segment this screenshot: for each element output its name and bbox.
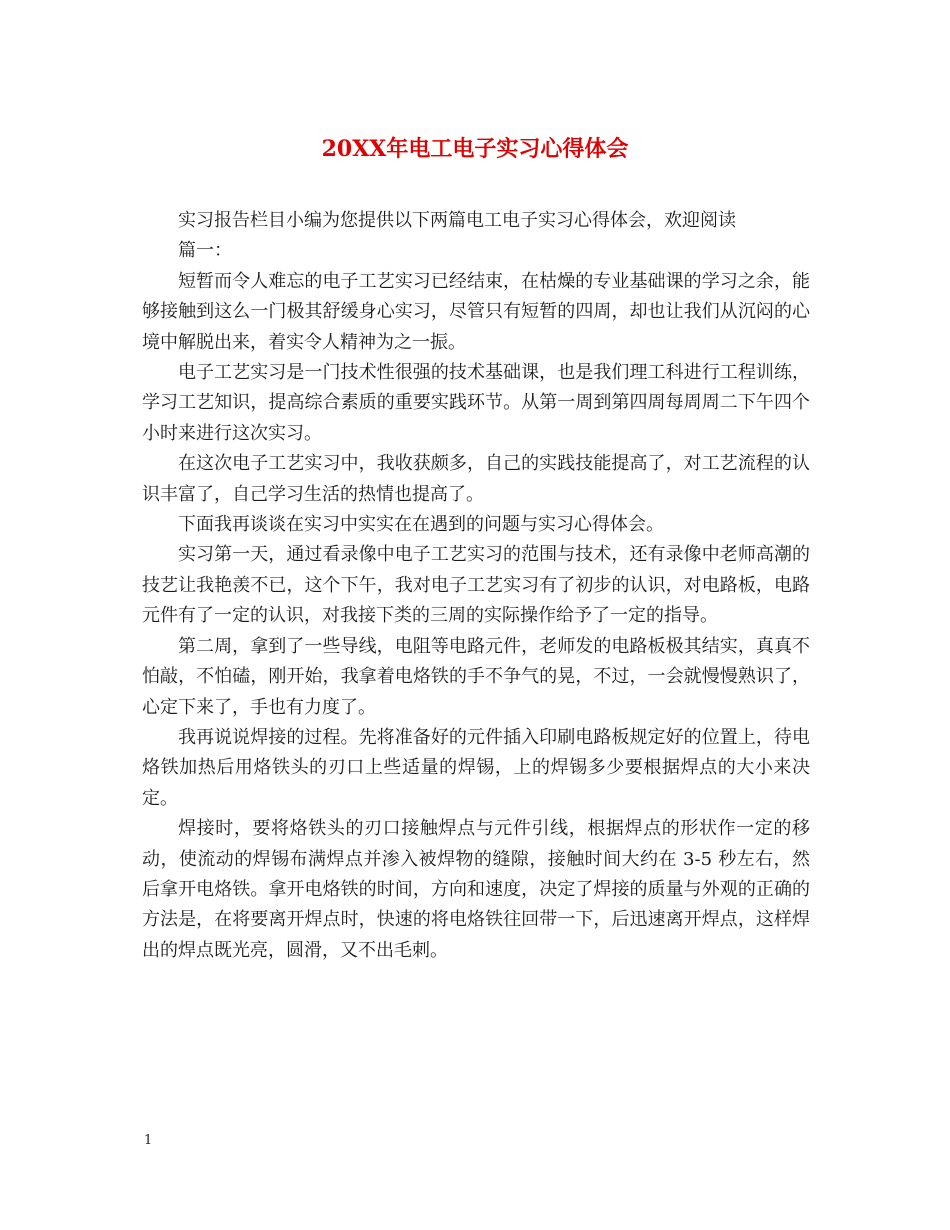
paragraph: 实习第一天，通过看录像中电子工艺实习的范围与技术，还有录像中老师高潮的技艺让我艳羡不已，这个下午，我对电子工艺实习有了初步的认识，对电路板，电路元件有了一定的认识，对我接下类的三周的实际操作给予了一定的指导。: [142, 544, 810, 627]
paragraph: 下面我再谈谈在实习中实实在在遇到的问题与实习心得体会。: [178, 514, 664, 536]
document-body: [142, 206, 810, 966]
paragraph: 短暂而令人难忘的电子工艺实习已经结束，在枯燥的专业基础课的学习之余，能够接触到这么一门极其舒缓身心实习，尽管只有短暂的四周，却也让我们从沉闷的心境中解脱出来，着实令人精神为之一振。: [142, 270, 810, 353]
paragraph: 焊接时，要将烙铁头的刃口接触焊点与元件引线，根据焊点的形状作一定的移动，使流动的焊锡布满焊点并渗入被焊物的缝隙，接触时间大约在 3-5 秒左右，然后拿开电烙铁。拿开电烙铁的时间，方向和速度，决定了焊接的质量与外观的正确的方法是，在将要离开焊点时，快速的将电烙铁往回带一下，后迅速离开焊点，这样焊出的焊点既光亮，圆滑，又不出毛刺。: [142, 818, 810, 961]
paragraph-intro: 实习报告栏目小编为您提供以下两篇电工电子实习心得体会，欢迎阅读: [178, 210, 736, 231]
page-number: 1: [144, 1133, 153, 1148]
paragraph: 第二周，拿到了一些导线，电阻等电路元件，老师发的电路板极其结实，真真不怕敲，不怕磕，刚开始，我拿着电烙铁的手不争气的晃，不过，一会就慢慢熟识了，心定下来了，手也有力度了。: [142, 635, 810, 718]
paragraph: 我再说说焊接的过程。先将准备好的元件插入印刷电路板规定好的位置上，待电烙铁加热后用烙铁头的刃口上些适量的焊锡，上的焊锡多少要根据焊点的大小来决定。: [142, 726, 810, 809]
paragraph: 在这次电子工艺实习中，我收获颇多，自己的实践技能提高了，对工艺流程的认识丰富了，自己学习生活的热情也提高了。: [142, 453, 810, 505]
paragraph: 电子工艺实习是一门技术性很强的技术基础课，也是我们理工科进行工程训练，学习工艺知识，提高综合素质的重要实践环节。从第一周到第四周每周周二下午四个小时来进行这次实习。: [142, 362, 810, 444]
paragraph-part-label: 篇一：: [178, 240, 232, 262]
document-title: 20XX年电工电子实习心得体会: [321, 136, 629, 162]
